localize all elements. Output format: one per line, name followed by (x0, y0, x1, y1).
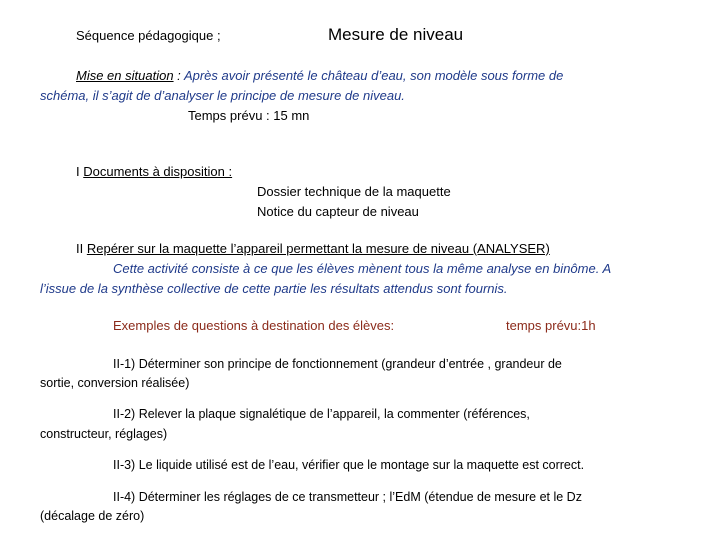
section1-item-1: Notice du capteur de niveau (257, 204, 419, 219)
situation-time: Temps prévu : 15 mn (188, 108, 310, 123)
page-title: Mesure de niveau (328, 25, 464, 44)
section1-heading (76, 162, 232, 182)
section2-prefix: II (76, 241, 87, 256)
section2-heading (76, 239, 550, 259)
situation-label: Mise en situation (76, 68, 174, 83)
examples-label: Exemples de questions à destination des élèves: (113, 318, 395, 333)
question-2-line2: constructeur, réglages) (40, 427, 168, 441)
question-4-line2: (décalage de zéro) (40, 509, 145, 523)
question-4-line1: II-4) Déterminer les réglages de ce transmetteur ; l’EdM (étendue de mesure et le Dz (113, 490, 582, 504)
question-1-line2: sortie, conversion réalisée) (40, 376, 190, 390)
situation-text-2: schéma, il s’agit de d’analyser le principe de mesure de niveau. (40, 88, 405, 103)
sequence-label: Séquence pédagogique ; (76, 28, 221, 43)
situation-text-1: Après avoir présenté le château d’eau, son modèle sous forme de (183, 68, 564, 83)
section2-activity-2: l’issue de la synthèse collective de cette partie les résultats attendus sont fournis. (40, 281, 508, 296)
question-1-line1: II-1) Déterminer son principe de fonctionnement (grandeur d’entrée , grandeur de (113, 357, 562, 371)
situation-colon: : (173, 68, 181, 83)
section2-title: Repérer sur la maquette l’appareil permettant la mesure de niveau (ANALYSER) (86, 241, 550, 256)
question-3-line1: II-3) Le liquide utilisé est de l’eau, vérifier que le montage sur la maquette est correct. (113, 458, 585, 472)
situation-line1 (76, 66, 563, 86)
examples-time: temps prévu:1h (506, 318, 596, 333)
section1-prefix: I (76, 164, 84, 179)
section1-item-0: Dossier technique de la maquette (257, 184, 451, 199)
question-2-line1: II-2) Relever la plaque signalétique de l’appareil, la commenter (références, (113, 407, 530, 421)
section1-title: Documents à disposition : (83, 164, 233, 179)
section2-activity-1: Cette activité consiste à ce que les élèves mènent tous la même analyse en binôme. A (113, 261, 612, 276)
